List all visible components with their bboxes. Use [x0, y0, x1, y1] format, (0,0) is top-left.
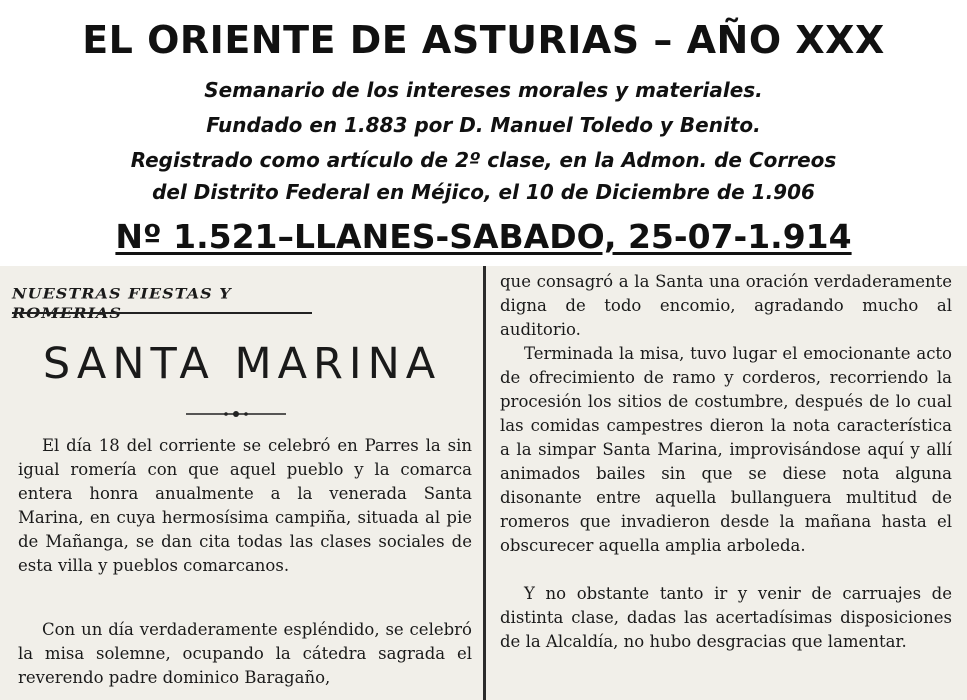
subtitle-line-1: Semanario de los intereses morales y materiales.	[204, 78, 763, 102]
subtitle-line-3: Registrado como artículo de 2º clase, en la Admon. de Correos	[130, 148, 837, 172]
section-underline	[12, 312, 312, 314]
article-paragraph: Y no obstante tanto ir y venir de carruajes de distinta clase, dadas las acertadísimas disposiciones de la Alcaldía, no hubo desgracias que lamentar.	[500, 584, 952, 651]
article-paragraph: que consagró a la Santa una oración verdaderamente digna de todo encomio, agradando mucho al auditorio.	[500, 272, 952, 339]
article-title: SANTA MARINA	[42, 339, 442, 389]
masthead	[0, 0, 967, 266]
section-heading: NUESTRAS FIESTAS Y	[12, 284, 232, 302]
subtitle-line-4: del Distrito Federal en Méjico, el 10 de Diciembre de 1.906	[152, 180, 815, 204]
article-paragraph: Con un día verdaderamente espléndido, se celebró la misa solemne, ocupando la cátedra sagrada el reverendo padre dominico Baragaño,	[18, 620, 472, 687]
newspaper-title: EL ORIENTE DE ASTURIAS – AÑO XXX	[82, 18, 885, 62]
newspaper-scan	[0, 266, 967, 700]
right-column	[496, 266, 956, 700]
column-divider	[483, 266, 486, 700]
left-column	[8, 266, 476, 700]
subtitle-line-2: Fundado en 1.883 por D. Manuel Toledo y Benito.	[206, 113, 761, 137]
issue-line: Nº 1.521–LLANES-SABADO, 25-07-1.914	[115, 217, 852, 256]
title-ornament-icon	[186, 409, 286, 419]
article-paragraph: Terminada la misa, tuvo lugar el emocionante acto de ofrecimiento de ramo y corderos, recorriendo la procesión los sitios de costumbre, después de lo cual las comidas campestres dieron la nota característica a la simpar Santa Marina, improvisándose aquí y allí animados bailes sin que se diese nota alguna disonante entre aquella bullanguera multitud de romeros que invadieron desde la mañana hasta el obscurecer aquella amplia arboleda.	[500, 344, 952, 555]
article-paragraph: El día 18 del corriente se celebró en Parres la sin igual romería con que aquel pueblo y la comarca entera honra anualmente a la venerada Santa Marina, en cuya hermosísima campiña, situada al pie de Mañanga, se dan cita todas las clases sociales de esta villa y pueblos comarcanos.	[18, 436, 472, 575]
